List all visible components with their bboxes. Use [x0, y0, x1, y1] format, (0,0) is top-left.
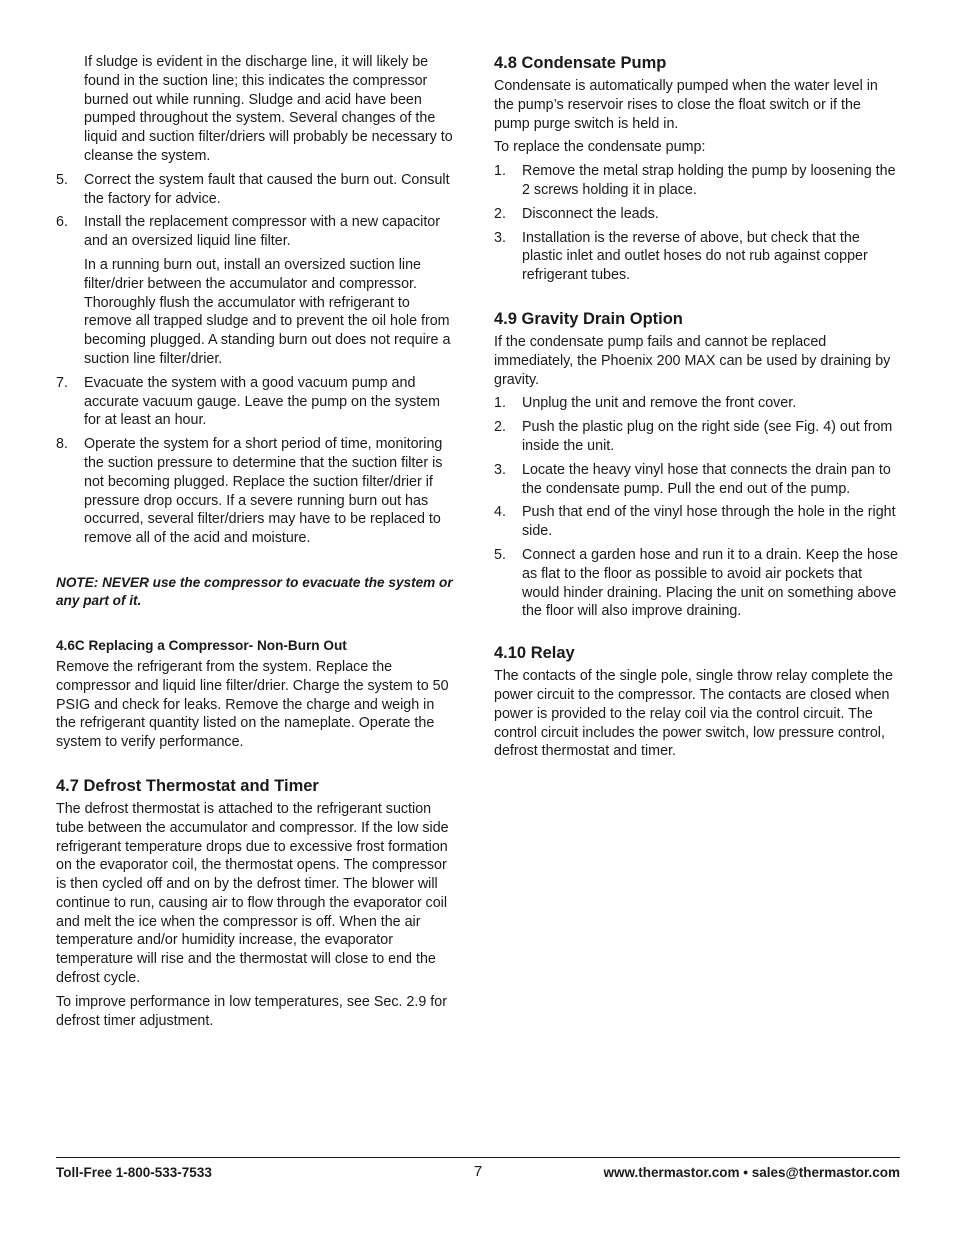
- step-number: 3.: [494, 461, 506, 478]
- step-number: 7.: [56, 374, 68, 391]
- list-item: [56, 213, 458, 368]
- list-item: [56, 435, 458, 548]
- step-number: 5.: [494, 546, 506, 563]
- step-number: 2.: [494, 205, 506, 222]
- page-footer: [56, 1157, 900, 1188]
- section-4-7-heading: 4.7 Defrost Thermostat and Timer: [56, 776, 319, 795]
- step-text: Connect a garden hose and run it to a drain. Keep the hose as flat to the floor as possible to avoid air pockets that would hinder draining. Placing the unit on something above the floor will also improve draining.: [522, 546, 898, 620]
- step-number: 5.: [56, 171, 68, 188]
- list-item: [494, 546, 900, 621]
- left-column: [56, 53, 458, 1035]
- step-text: Correct the system fault that caused the burn out. Consult the factory for advice.: [84, 171, 450, 207]
- step-text: Disconnect the leads.: [522, 205, 659, 222]
- list-item: [494, 503, 900, 541]
- list-item: [494, 461, 900, 499]
- section-4-6c-text: Remove the refrigerant from the system. Replace the compressor and liquid line filter/drier. Charge the system to 50 PSIG and check for leaks. Remove the charge and weigh in the refrigerant quantity listed on the nameplate. Operate the system to verify performance.: [56, 658, 449, 751]
- step-text: Install the replacement compressor with a new capacitor and an oversized liquid line filter.: [84, 214, 440, 250]
- step-text: Locate the heavy vinyl hose that connects the drain pan to the condensate pump. Pull the end out of the pump.: [522, 461, 891, 497]
- step-text: Installation is the reverse of above, but check that the plastic inlet and outlet hoses do not rub against copper refrigerant tubes.: [522, 229, 868, 284]
- step-extra-text: In a running burn out, install an oversized suction line filter/drier between the accumulator and compressor. Thoroughly flush the accumulator with refrigerant to remove all trapped sludge and to prevent the oil hole from becoming plugged. A standing burn out does not require a suction line filter/drier.: [84, 256, 451, 367]
- section-4-9-paragraph: If the condensate pump fails and cannot be replaced immediately, the Phoenix 200 MAX can be used by draining by gravity.: [494, 333, 891, 388]
- step-number: 1.: [494, 395, 506, 412]
- section-4-10-heading: 4.10 Relay: [494, 644, 575, 663]
- section-4-9-heading: 4.9 Gravity Drain Option: [494, 309, 683, 328]
- list-item: [56, 374, 458, 430]
- step-text: Remove the metal strap holding the pump by loosening the 2 screws holding it in place.: [522, 163, 896, 198]
- page-number: 7: [473, 1163, 483, 1180]
- step-text: Operate the system for a short period of time, monitoring the suction pressure to determine that the suction filter is not becoming plugged. Replace the suction filter/drier if pressure drop occurs. If a severe running burn out has occurred, several filter/driers may have to be replaced to remove all of the acid and moisture.: [84, 436, 443, 547]
- list-item: [56, 171, 458, 209]
- warning-note: NOTE: NEVER use the compressor to evacuate the system or any part of it.: [56, 574, 453, 609]
- section-4-8-heading: 4.8 Condensate Pump: [494, 54, 667, 72]
- section-4-7-paragraph: The defrost thermostat is attached to the refrigerant suction tube between the accumulator and compressor. If the low side refrigerant temperature drops due to excessive frost formation on the evaporator coil, the thermostat opens. The compressor is then cycled off and on by the defrost timer. The blower will continue to run, causing air to flow through the evaporator coil and melt the ice when the compressor is off. When the air temperature and/or humidity increase, the evaporator temperature will rise and the thermostat will close to end the defrost cycle.: [56, 800, 449, 987]
- step-number: 2.: [494, 419, 506, 436]
- step-text: Push that end of the vinyl hose through the hole in the right side.: [522, 504, 896, 540]
- burnout-steps-list: [56, 171, 458, 548]
- section-4-6c-heading: 4.6C Replacing a Compressor- Non-Burn Out: [56, 637, 347, 653]
- section-4-10-paragraph: The contacts of the single pole, single throw relay complete the power circuit to the compressor. The contacts are closed when power is provided to the relay coil via the control circuit. The control circuit includes the power switch, low pressure control, defrost thermostat and timer.: [494, 668, 893, 760]
- step-number: 6.: [56, 214, 68, 231]
- section-4-8-paragraph: Condensate is automatically pumped when the water level in the pump’s reservoir rises to close the float switch or if the pump purge switch is held in.: [494, 78, 878, 132]
- step-number: 8.: [56, 436, 68, 453]
- list-item: [494, 394, 900, 413]
- step-number: 3.: [494, 229, 506, 246]
- step-text: Push the plastic plug on the right side (see Fig. 4) out from inside the unit.: [522, 419, 893, 454]
- list-item: [494, 418, 900, 456]
- list-item: [494, 205, 900, 224]
- right-column: [494, 53, 900, 766]
- pump-steps-list: [494, 162, 900, 285]
- section-4-8-paragraph: To replace the condensate pump:: [494, 139, 706, 156]
- list-item: [494, 229, 900, 285]
- step-number: 4.: [494, 504, 506, 521]
- drain-steps-list: [494, 394, 900, 621]
- step-text: Evacuate the system with a good vacuum pump and accurate vacuum gauge. Leave the pump on the system for at least an hour.: [84, 374, 441, 429]
- step-number: 1.: [494, 163, 506, 180]
- intro-paragraph: If sludge is evident in the discharge line, it will likely be found in the suction line; this indicates the compressor burned out while running. Sludge and acid have been pumped throughout the system. Several changes of the liquid and suction filter/driers will probably be necessary to cleanse the system.: [84, 54, 453, 164]
- list-item: [494, 162, 900, 200]
- section-4-7-paragraph: To improve performance in low temperatures, see Sec. 2.9 for defrost timer adjustment.: [56, 993, 447, 1029]
- step-text: Unplug the unit and remove the front cover.: [522, 395, 797, 412]
- footer-phone: Toll-Free 1-800-533-7533: [56, 1165, 212, 1180]
- footer-contact: www.thermastor.com • sales@thermastor.com: [603, 1165, 900, 1180]
